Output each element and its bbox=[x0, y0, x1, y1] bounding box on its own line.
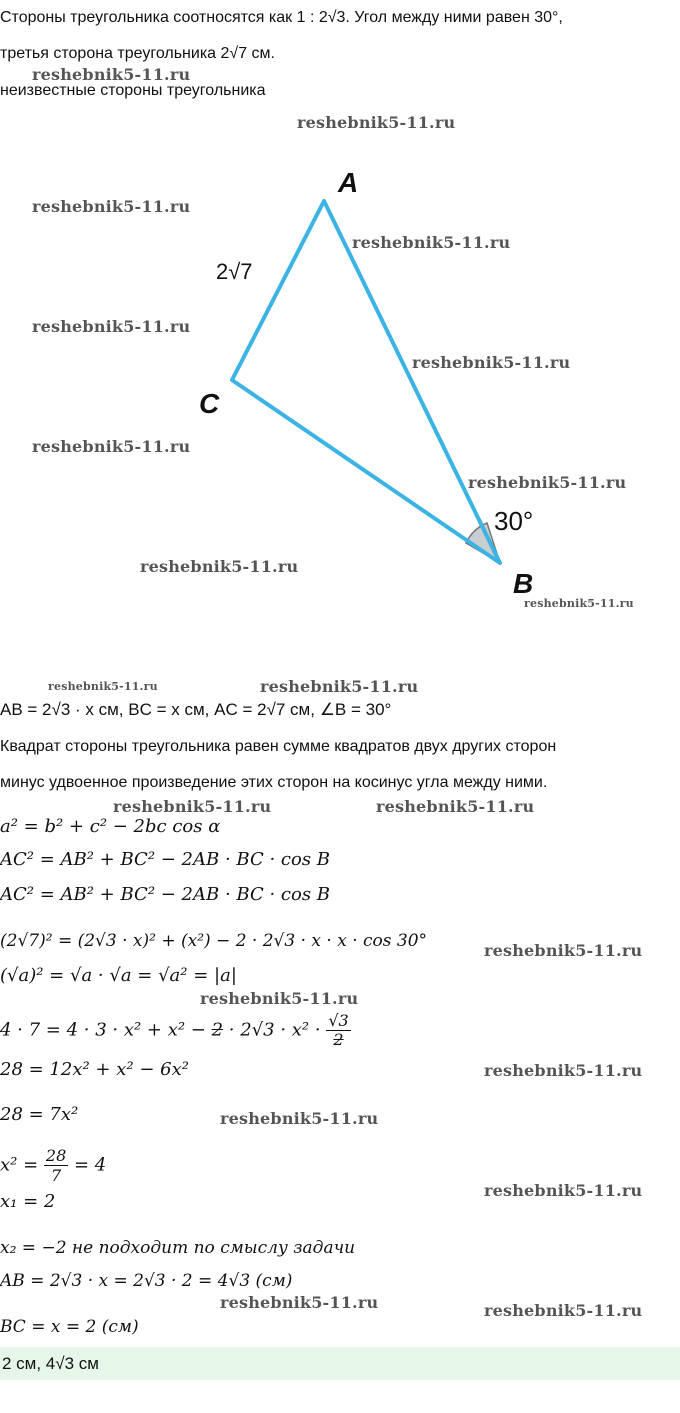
watermark: reshebnik5-11.ru bbox=[32, 65, 191, 84]
watermark: reshebnik5-11.ru bbox=[32, 437, 191, 456]
rule-line-1: Квадрат стороны треугольника равен сумме квадратов двух других сторон bbox=[0, 738, 557, 755]
watermark: reshebnik5-11.ru bbox=[113, 797, 272, 816]
watermark: reshebnik5-11.ru bbox=[412, 353, 571, 372]
fraction-denominator: 2 bbox=[333, 1030, 344, 1049]
equation-expanded bbox=[0, 1012, 351, 1049]
side-ac-label: 2√7 bbox=[216, 259, 253, 284]
watermark: reshebnik5-11.ru bbox=[260, 677, 419, 696]
watermark: reshebnik5-11.ru bbox=[297, 113, 456, 132]
root-x1: x₁ = 2 bbox=[0, 1191, 56, 1212]
watermark: reshebnik5-11.ru bbox=[484, 1061, 643, 1080]
equation-root-identity: (√a)² = √a · √a = √a² = |a| bbox=[0, 965, 237, 986]
watermark: reshebnik5-11.ru bbox=[140, 557, 299, 576]
equation-28-7x2: 28 = 7x² bbox=[0, 1104, 79, 1125]
watermark: reshebnik5-11.ru bbox=[220, 1109, 379, 1128]
watermark: reshebnik5-11.ru bbox=[32, 197, 191, 216]
equation-x-squared bbox=[0, 1146, 106, 1185]
watermark: reshebnik5-11.ru bbox=[468, 473, 627, 492]
fraction-denominator: 7 bbox=[50, 1166, 62, 1185]
fraction-sqrt3-over-2 bbox=[326, 1012, 350, 1049]
vertex-c-label: C bbox=[199, 388, 220, 419]
vertex-b-label: B bbox=[513, 568, 534, 599]
watermark: reshebnik5-11.ru bbox=[200, 989, 359, 1008]
equation-simplified: 28 = 12x² + x² − 6x² bbox=[0, 1059, 189, 1080]
root-x2: x₂ = −2 не подходит по смыслу задачи bbox=[0, 1238, 356, 1258]
answer-text: 2 см, 4√3 см bbox=[2, 1354, 99, 1373]
formula-ac-squared: AC² = AB² + BC² − 2AB · BC · cos B bbox=[0, 849, 331, 870]
watermark: reshebnik5-11.ru bbox=[484, 941, 643, 960]
x-squared-left: x² = bbox=[0, 1154, 44, 1176]
problem-line-3: неизвестные стороны треугольника bbox=[0, 82, 266, 99]
vertex-a-label: A bbox=[338, 167, 359, 198]
watermark: reshebnik5-11.ru bbox=[48, 680, 158, 693]
watermark: reshebnik5-11.ru bbox=[220, 1293, 379, 1312]
problem-line-2: третья сторона треугольника 2√7 см. bbox=[0, 45, 275, 62]
result-bc: BC = x = 2 (см) bbox=[0, 1317, 139, 1337]
triangle-figure bbox=[0, 160, 680, 620]
formula-ac-squared-repeat: AC² = AB² + BC² − 2AB · BC · cos B bbox=[0, 884, 331, 905]
rule-line-2: минус удвоенное произведение этих сторон на косинус угла между ними. bbox=[0, 774, 548, 791]
fraction-numerator: √3 bbox=[328, 1011, 349, 1030]
watermark: reshebnik5-11.ru bbox=[484, 1301, 643, 1320]
fraction-numerator: 28 bbox=[45, 1146, 67, 1165]
equation-substitution: (2√7)² = (2√3 · x)² + (x²) − 2 · 2√3 · x · x · cos 30° bbox=[0, 931, 428, 951]
result-ab: AB = 2√3 · x = 2√3 · 2 = 4√3 (см) bbox=[0, 1271, 293, 1291]
given-line: AB = 2√3 · x см, BC = x см, AC = 2√7 см, ∠B = 30° bbox=[0, 700, 392, 719]
problem-line-1: Стороны треугольника соотносятся как 1 : 2√3. Угол между ними равен 30°, bbox=[0, 9, 563, 26]
watermark: reshebnik5-11.ru bbox=[376, 797, 535, 816]
angle-b-label: 30° bbox=[494, 506, 534, 536]
cancelled-two: 2 bbox=[211, 1019, 224, 1041]
x-squared-right: = 4 bbox=[68, 1154, 107, 1176]
equation-expanded-mid: · 2√3 · x² · bbox=[223, 1019, 327, 1041]
equation-expanded-left: 4 · 7 = 4 · 3 · x² + x² − bbox=[0, 1019, 212, 1041]
triangle-sides bbox=[232, 201, 500, 563]
watermark: reshebnik5-11.ru bbox=[524, 597, 634, 610]
answer-box bbox=[0, 1347, 680, 1380]
watermark: reshebnik5-11.ru bbox=[484, 1181, 643, 1200]
fraction-28-over-7 bbox=[44, 1146, 68, 1185]
watermark: reshebnik5-11.ru bbox=[32, 317, 191, 336]
formula-cosine-law: a² = b² + c² − 2bc cos α bbox=[0, 816, 221, 837]
watermark: reshebnik5-11.ru bbox=[352, 233, 511, 252]
